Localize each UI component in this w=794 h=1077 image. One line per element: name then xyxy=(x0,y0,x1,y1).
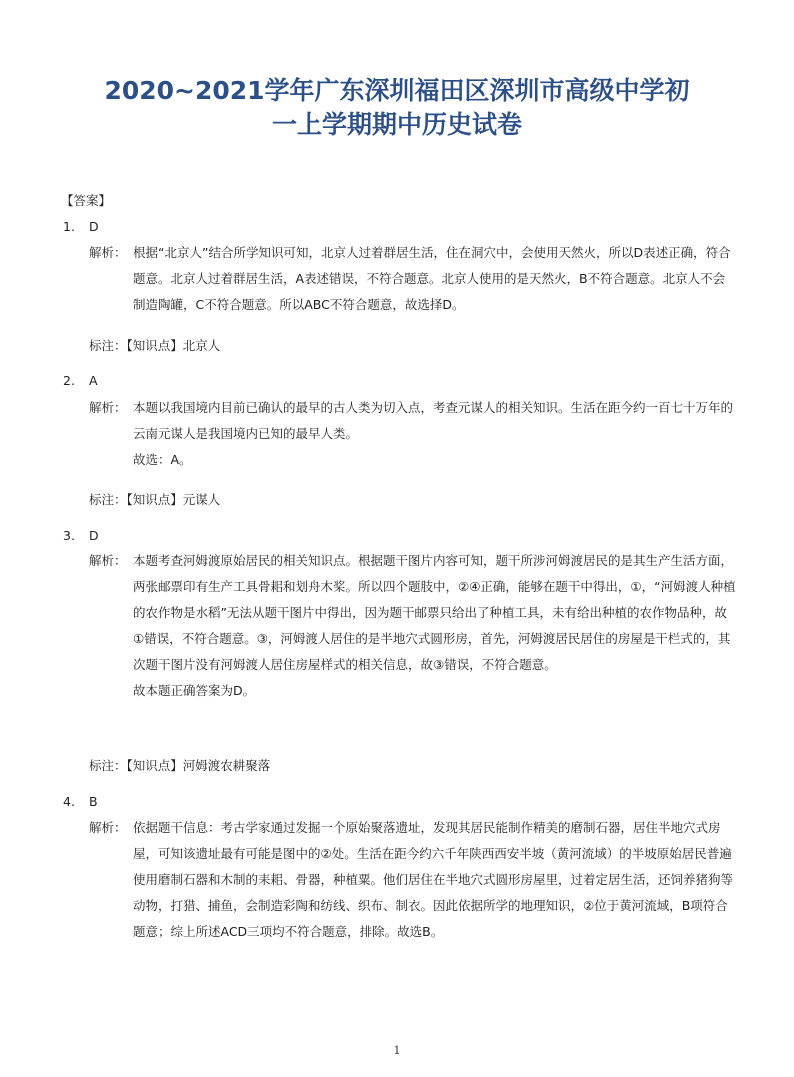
tag-value: 河姆渡农耕聚落 xyxy=(182,758,271,773)
knowledge-tag-line xyxy=(89,490,220,510)
question-number-answer xyxy=(63,792,98,812)
analysis-paragraph: 本题考查河姆渡原始居民的相关知识点。根据题干图片内容可知，题干所涉河姆渡居民的是其生产生活方面，两张邮票印有生产工具骨耜和划舟木桨。所以四个题肢中，②④正确，能够在题干中得出，①，“河姆渡人种植的农作物是水稻”无法从题干图片中得出，因为题干邮票只给出了种植工具，未有给出种植的农作物品种，故①错误，不符合题意。③，河姆渡人居住的是半地穴式圆形房，首先，河姆渡居民居住的房屋是干栏式的，其次题干图片没有河姆渡人居住房屋样式的相关信息，故③错误，不符合题意。 xyxy=(133,553,736,672)
tag-value: 北京人 xyxy=(182,338,221,353)
analysis-text xyxy=(133,815,737,945)
question-answer: B xyxy=(89,794,98,809)
question-number: 1. xyxy=(63,219,75,234)
knowledge-tag-line xyxy=(89,336,220,356)
document-title xyxy=(40,74,754,142)
question-answer: A xyxy=(89,373,98,388)
tag-label: 标注： xyxy=(89,492,127,507)
analysis-conclusion: 故本题正确答案为D。 xyxy=(133,683,256,698)
analysis-paragraph: 依据题干信息：考古学家通过发掘一个原始聚落遗址，发现其居民能制作精美的磨制石器，居住半地穴式房屋，可知该遗址最有可能是图中的②处。生活在距今约六千年陕西西安半坡（黄河流域）的半坡原始居民普遍使用磨制石器和木制的耒耜、骨器，种植粟。他们居住在半地穴式圆形房屋里，过着定居生活，还饲养猪狗等动物，打猎、捕鱼，会制造彩陶和纺线、织布、制衣。因此依据所学的地理知识，②位于黄河流域，B项符合题意；综上所述ACD三项均不符合题意，排除。故选B。 xyxy=(133,820,734,939)
analysis-label: 解析： xyxy=(89,820,127,835)
analysis-label: 解析： xyxy=(89,400,127,415)
analysis-text xyxy=(133,548,737,704)
page-number: 1 xyxy=(393,1044,401,1057)
analysis-paragraph: 本题以我国境内目前已确认的最早的古人类为切入点，考查元谋人的相关知识。生活在距今约一百七十万年的云南元谋人是我国境内已知的最早人类。 xyxy=(133,400,734,441)
tag-prefix: 【知识点】 xyxy=(126,338,183,353)
question-number: 2. xyxy=(63,373,75,388)
tag-prefix: 【知识点】 xyxy=(126,758,183,773)
title-line-1: 2020~2021学年广东深圳福田区深圳市高级中学初 xyxy=(104,76,690,105)
question-number-answer xyxy=(63,371,98,391)
analysis-paragraph: 根据“北京人”结合所学知识可知，北京人过着群居生活，住在洞穴中，会使用天然火，所以D表述正确，符合题意。北京人过着群居生活，A表述错误，不符合题意。北京人使用的是天然火，B不符合题意。北京人不会制造陶罐，C不符合题意。所以ABC不符合题意，故选择D。 xyxy=(133,245,731,312)
question-number-answer xyxy=(63,526,99,546)
analysis-text xyxy=(133,240,737,318)
knowledge-tag-line xyxy=(89,756,270,776)
analysis-conclusion: 故选：A。 xyxy=(133,452,192,467)
question-number: 3. xyxy=(63,528,75,543)
analysis-text xyxy=(133,395,737,473)
question-number: 4. xyxy=(63,794,75,809)
question-answer: D xyxy=(89,219,99,234)
tag-label: 标注： xyxy=(89,338,127,353)
analysis-label: 解析： xyxy=(89,245,127,260)
tag-prefix: 【知识点】 xyxy=(126,492,183,507)
answer-section-label: 【答案】 xyxy=(61,193,112,208)
question-answer: D xyxy=(89,528,99,543)
title-line-2: 一上学期期中历史试卷 xyxy=(271,110,522,139)
analysis-label: 解析： xyxy=(89,553,127,568)
tag-label: 标注： xyxy=(89,758,127,773)
tag-value: 元谋人 xyxy=(182,492,221,507)
question-number-answer xyxy=(63,217,99,237)
